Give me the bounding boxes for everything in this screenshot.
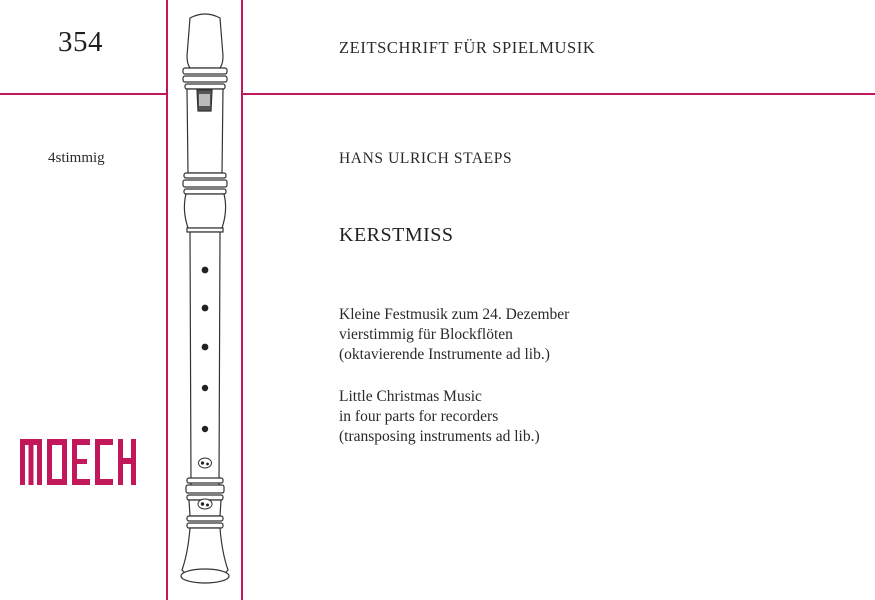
description-english	[339, 387, 540, 447]
description-line: Little Christmas Music	[339, 388, 482, 405]
recorder-illustration-icon	[170, 8, 240, 592]
description-line: vierstimmig für Blockflöten	[339, 326, 513, 343]
vertical-rule-left	[166, 0, 168, 600]
description-line: (oktavierende Instrumente ad lib.)	[339, 346, 550, 363]
composer-name: HANS ULRICH STAEPS	[339, 150, 513, 167]
series-title: ZEITSCHRIFT FÜR SPIELMUSIK	[339, 38, 596, 57]
moeck-logo	[20, 437, 142, 487]
description-line: in four parts for recorders	[339, 408, 499, 425]
voices-label: 4stimmig	[48, 150, 105, 166]
description-line: Kleine Festmusik zum 24. Dezember	[339, 306, 570, 323]
vertical-rule-right	[241, 0, 243, 600]
horizontal-rule	[0, 93, 875, 95]
page-number: 354	[58, 26, 103, 58]
work-title: KERSTMISS	[339, 224, 454, 246]
description-german	[339, 305, 569, 365]
description-line: (transposing instruments ad lib.)	[339, 428, 540, 445]
